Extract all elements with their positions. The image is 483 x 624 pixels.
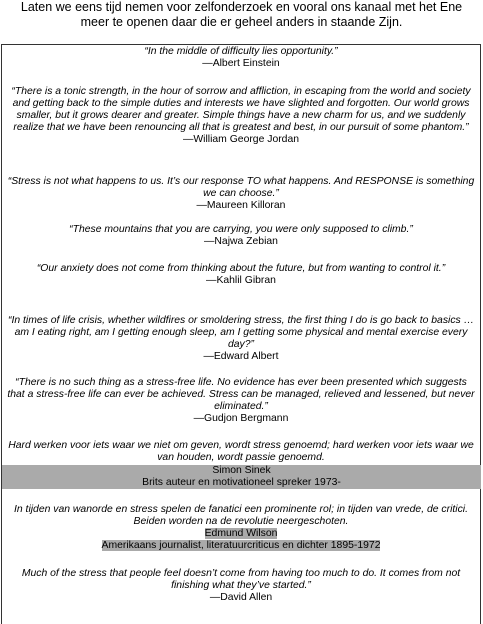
quote-einstein: [6, 46, 476, 70]
intro-text: Laten we eens tijd nemen voor zelfonderzoek en vooral ons kanaal met het Ene meer te openen daar die er geheel anders in staande Zijn.: [20, 0, 463, 29]
quote-author: —Albert Einstein: [202, 58, 280, 69]
author-bar-sinek: [2, 465, 481, 489]
quote-gibran: [6, 263, 476, 287]
quote-author: —Najwa Zebian: [204, 236, 278, 247]
quote-author: —Edward Albert: [203, 351, 279, 362]
quote-text: “Our anxiety does not come from thinking about the future, but from wanting to control it.”: [36, 263, 446, 274]
quote-text: In tijden van wanorde en stress spelen de fanatici een prominente rol; in tijden van vrede, de critici. Beiden worden na de revolutie neergeschoten.: [14, 504, 468, 527]
author-note: Brits auteur en motivationeel spreker 1973-: [142, 477, 341, 488]
quote-text: “In the middle of difficulty lies opportunity.”: [144, 46, 338, 57]
quote-author: —Gudjon Bergmann: [193, 413, 289, 424]
quote-wilson: [6, 504, 476, 552]
quote-text: Hard werken voor iets waar we niet om geven, wordt stress genoemd; hard werken voor iets waar we van houden, wordt passie genoemd.: [8, 440, 474, 463]
quote-text: “Stress is not what happens to us. It’s our response TO what happens. And RESPONSE is something we can choose.”: [7, 176, 475, 199]
quote-author: —Maureen Killoran: [196, 200, 286, 211]
quote-author: —David Allen: [209, 592, 273, 603]
quote-author: —William George Jordan: [182, 134, 300, 145]
author-note: Amerikaans journalist, literatuurcriticus en dichter 1895-1972: [101, 540, 381, 551]
quote-author: Simon Sinek: [212, 465, 271, 476]
quote-text: “There is no such thing as a stress-free life. No evidence has ever been presented which suggests that a stress-free life can ever be achieved. Stress can be managed, relieved and lessened, but never eliminated.”: [7, 377, 475, 412]
quote-text: Much of the stress that people feel doesn’t come from having too much to do. It comes from not finishing what they’ve started.”: [21, 568, 461, 591]
quote-albert: [6, 315, 476, 363]
quote-author: Edmund Wilson: [204, 528, 278, 539]
quote-zebian: [6, 224, 476, 248]
quote-text: “These mountains that you are carrying, you were only supposed to climb.”: [69, 224, 413, 235]
quote-allen: [6, 568, 476, 604]
quote-killoran: [6, 176, 476, 212]
quote-text: “In times of life crisis, whether wildfires or smoldering stress, the first thing I do is go back to basics … am I eating right, am I getting enough sleep, am I getting some physical and mental exercise every day?”: [7, 315, 475, 350]
quote-text: “There is a tonic strength, in the hour of sorrow and affliction, in escaping from the world and society and getting back to the simple duties and interests we have slighted and forgotten. Our world grows smaller, but it grows dearer and greater. Simple things have a new charm for us, and we suddenly realize that we have been renouncing all that is greatest and best, in our pursuit of some phantom.”: [11, 86, 471, 133]
quote-author: —Kahlil Gibran: [206, 275, 276, 286]
quote-sinek: [6, 440, 476, 464]
quote-bergmann: [6, 377, 476, 425]
quote-jordan: [6, 86, 476, 146]
